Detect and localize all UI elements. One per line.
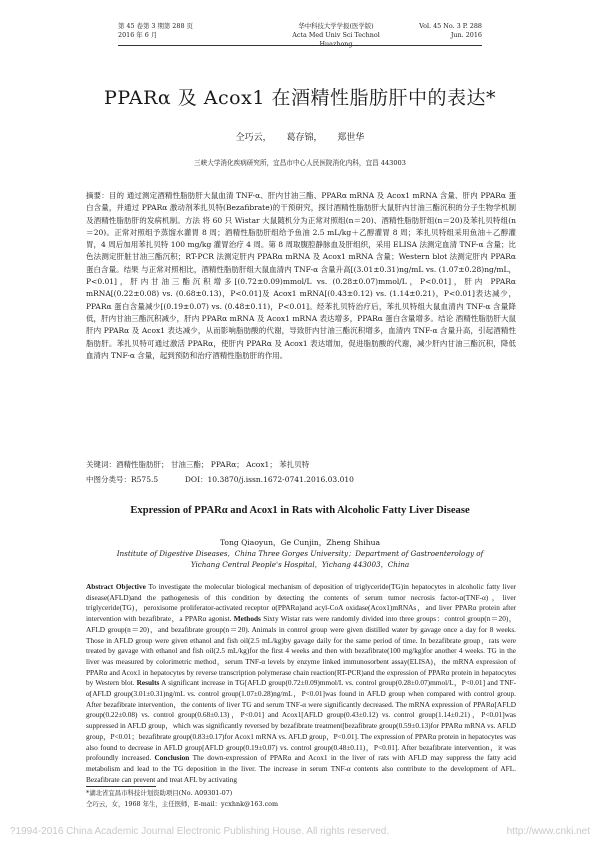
journal-name-en: Acta Med Univ Sci Technol Huazhong: [292, 31, 380, 48]
objective-label: Objective: [115, 582, 146, 591]
cnki-watermark: [10, 826, 590, 837]
keywords-cn-text: 酒精性脂肪肝； 甘油三酯； PPARα； Acox1； 苯扎贝特: [116, 460, 310, 469]
affiliation-en-line1: Institute of Digestive Diseases，China Three Gorges University；Department of Gastroenterology of: [116, 549, 484, 558]
objective-text: To investigate the molecular biological mechanism of deposition of triglyceride(TG)in hepatocytes in alcoholic fatty liver disease(AFLD)and the pathogenesis of this condition by detecting the contents of serum tumor necrosis factor-α(TNF-α)，liver triglyceride(TG)，peroxisome proliferator-activated receptor α(PPARα)and acyl-CoA oxidase(Acox1)mRNAs，and liver PPARα protein after intervention with bezafibrate，a PPARα agonist.: [86, 582, 516, 624]
clc-number: R575.5: [131, 475, 159, 484]
journal-name-cn: 华中科技大学学报(医学版): [298, 22, 374, 30]
conclusion-text: The down-expression of PPARα and Acox1 in the liver of rats with AFLD may suppress the fatty acid metabolism and lead to the TG deposition in the liver. The increase in serum TNF-α contents also contribute to the development of AFL. Bezafibrate can prevent and treat AFL by activating: [86, 753, 516, 784]
abstract-cn-text: 目的 通过测定酒精性脂肪肝大鼠血清 TNF-α、肝内甘油三酯、PPARα mRNA 及 Acox1 mRNA 含量、肝内 PPARα 蛋白含量，并通过 PPARα 激动剂苯扎贝特(Bezafibrate)的干预研究，探讨酒精性脂肪肝大鼠肝内甘油三酯沉积的分子生物学机制及酒精性脂肪肝的发病机制。方法 将 60 只 Wistar 大鼠随机分为正常对照组(n＝20)、酒精性脂肪肝组(n＝20)及苯扎贝特组(n＝20)。正常对照组予蒸馏水灌胃 8 周；酒精性脂肪肝组给予鱼油 2.5 mL/kg＋乙醇灌胃 8 周；苯扎贝特组采用鱼油＋乙醇灌胃，4 周后加用苯扎贝特 100 mg/kg 灌胃治疗 4 周。第 8 周取腹腔静脉血及肝组织，采用 ELISA 法测定血清 TNF-α 含量；比色法测定肝脏甘油三酯沉积；RT-PCR 法测定肝内 PPARα mRNA 及 Acox1 mRNA 含量；Western blot 法测定肝内 PPARα 蛋白含量。结果 与正常对照相比，酒精性脂肪肝组大鼠血清内 TNF-α 含量升高[(3.01±0.31)ng/mL vs. (1.07±0.28)ng/mL，P<0.01]，肝内甘油三酯沉积增多[(0.72±0.09)mmol/L vs. (0.28±0.07)mmol/L，P<0.01]，肝内 PPARα mRNA[(0.22±0.08) vs. (0.68±0.13)，P<0.01]及 Acox1 mRNA[(0.43±0.12) vs. (1.14±0.21)，P<0.01]表达减少，PPARα 蛋白含量减少[(0.19±0.07) vs. (0.48±0.11)，P<0.01]。经苯扎贝特治疗后，苯扎贝特组大鼠血清内 TNF-α 含量降低，肝内甘油三酯沉积减少，肝内 PPARα mRNA 及 Acox1 mRNA 表达增多，PPARα 蛋白含量增多。结论 酒精性脂肪肝大鼠肝内 PPARα 及 Acox1 表达减少，从而影响脂肪酸的代谢，导致肝内甘油三酯沉积增多，血清内 TNF-α 含量升高，引起酒精性脂肪肝。苯扎贝特可通过激活 PPARα，使肝内 PPARα 及 Acox1 表达增加，促进脂肪酸的代谢，减少肝内甘油三酯沉积，降低血清内 TNF-α 含量，起到预防和治疗酒精性脂肪肝的作用。: [86, 191, 517, 360]
footnote-divider: [86, 786, 156, 787]
authors-cn: 仝巧云， 葛存锦， 郑世华: [235, 133, 365, 143]
paper-title-cn: PPARα 及 Acox1 在酒精性脂肪肝中的表达*: [104, 87, 496, 109]
authors-en: Tong Qiaoyun，Ge Cunjin，Zheng Shihua: [219, 538, 381, 547]
header-date-cn: 2016 年 6 月: [118, 31, 158, 39]
keywords-cn-label: 关键词：: [86, 460, 116, 469]
doi-label: DOI：: [184, 475, 208, 484]
abstract-cn: [86, 190, 516, 362]
header-left: [118, 22, 258, 40]
header-divider: [118, 45, 482, 46]
results-text: A significant increase in TG[AFLD group(0.72±0.09)mmol/L vs. control group(0.28±0.07)mmol/L，P<0.01] and TNF-α[AFLD group(3.01±0.31)ng/mL vs. control group(1.07±0.28)ng/mL，P<0.01]was found in AFLD group when compared with control group. After bezafibrate intervention，the contents of liver TG and serum TNF-α were significantly decreased. The mRNA expression of PPARα[AFLD group(0.22±0.08) vs. control group(0.68±0.13)，P<0.01] and Acox1[AFLD group(0.43±0.12) vs. control group(1.14±0.21)，P<0.01]was suppressed in AFLD group，which was significantly reversed by bezafibrate treatment[bezafibrate group(0.59±0.13)for PPARα mRNA vs. AFLD group，P<0.01；bezafibrate group(0.83±0.17)for Acox1 mRNA vs. AFLD group，P<0.01]. The expression of PPARα protein in hepatocytes was also found to decrease in AFLD group[AFLD group(0.19±0.07) vs. control group(0.48±0.11)，P<0.01]. After bezafibrate intervention，it was profoundly increased.: [86, 678, 517, 763]
clc-label: 中图分类号：: [86, 475, 131, 484]
affiliation-en: [80, 548, 520, 570]
results-label: Results: [136, 678, 160, 688]
paper-title-en: Expression of PPARα and Acox1 in Rats with Alcoholic Fatty Liver Disease: [130, 505, 470, 516]
abstract-en: [86, 582, 516, 785]
watermark-copyright: ?1994-2016 China Academic Journal Electronic Publishing House. All rights reserved.: [10, 826, 390, 837]
header-volume-en: Vol. 45 No. 3 P. 288: [419, 22, 482, 30]
keywords-cn: [86, 459, 516, 471]
footnote-fund: *湖北省宜昌市科技计划资助项目(No. A09301-07): [86, 789, 233, 797]
abstract-en-label: Abstract: [86, 582, 114, 591]
affiliation-en-line2: Yichang Central People's Hospital，Yichang 443003，China: [190, 560, 410, 569]
header-volume-cn: 第 45 卷第 3 期第 288 页: [118, 22, 193, 30]
abstract-cn-label: 摘要：: [86, 191, 109, 200]
watermark-url[interactable]: http://www.cnki.net: [506, 826, 590, 837]
methods-label: Methods: [233, 614, 261, 624]
footnote-author: 仝巧云，女，1968 年生，主任医师，E-mail：ycxhnk@163.com: [86, 800, 279, 808]
affiliation-cn: 三峡大学消化疾病研究所，宜昌市中心人民医院消化内科，宜昌 443003: [194, 159, 406, 167]
doi-value: 10.3870/j.issn.1672-0741.2016.03.010: [207, 475, 354, 484]
header-right: [400, 22, 482, 40]
conclusion-label: Conclusion: [154, 753, 190, 763]
header-date-en: Jun. 2016: [450, 31, 482, 39]
methods-text: Sixty Wistar rats were randomly divided into three groups：control group(n＝20)，AFLD group(n＝20)，and bezafibrate group(n＝20). Animals in control group were given distilled water by gavage once a day for 8 weeks. Those in AFLD group were given ethanol and fish oil(2.5 mL/kg)by gavage daily for the same period of time. In bezafibrate group，rats were treated by gavage with ethanol and fish oil(2.5 mL/kg)for the first 4 weeks and then with bezafibrate(100 mg/kg)for another 4 weeks. TG in the liver was measured by colorimetric method，serum TNF-α levels by enzyme linked immunosorbent assay(ELISA)，the mRNA expression of PPARα and Acox1 in hepatocytes by reverse transcription polymerase chain reaction(RT-PCR)and the expression of PPARα protein in hepatocytes by Western blot.: [86, 614, 517, 688]
classification-line: [86, 474, 516, 486]
